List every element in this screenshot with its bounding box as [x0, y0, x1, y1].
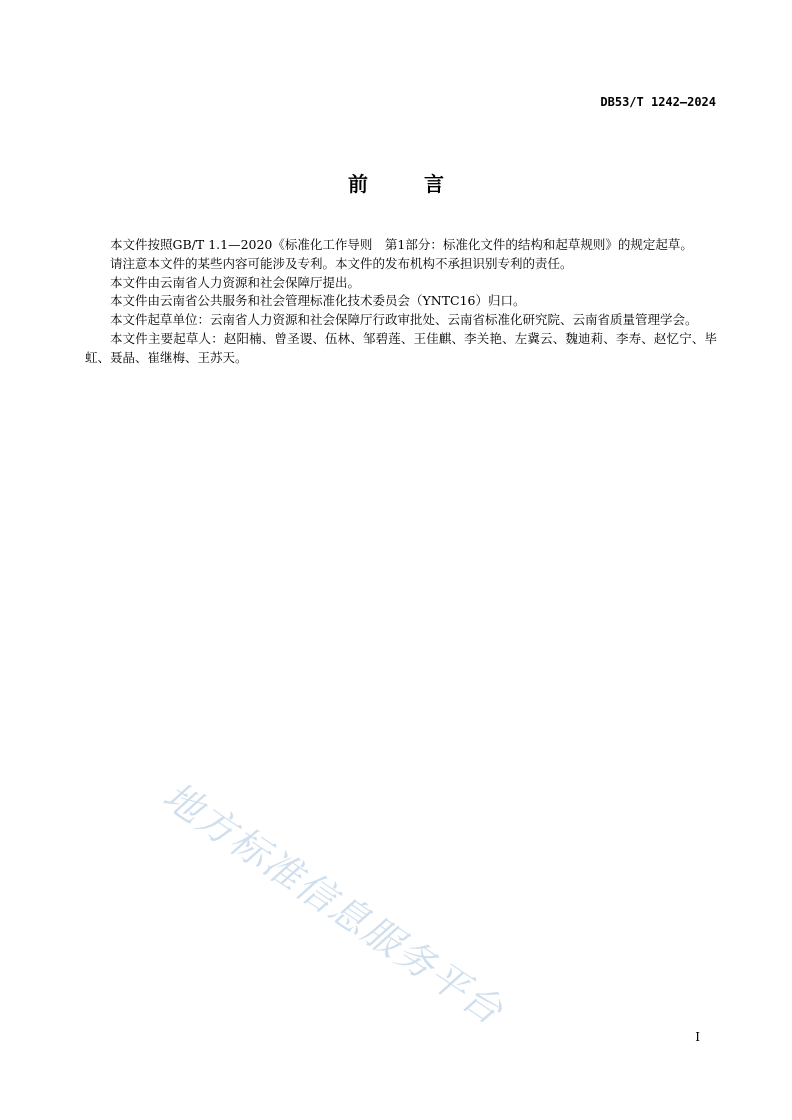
watermark-text: 地方标准信息服务平台: [155, 773, 512, 1034]
paragraph-proposer: 本文件由云南省人力资源和社会保障厅提出。: [110, 274, 361, 290]
paragraph-committee: 本文件由云南省公共服务和社会管理标准化技术委员会（YNTC16）归口。: [110, 293, 526, 309]
page-number: I: [695, 1030, 700, 1044]
paragraph-drafting-units: 本文件起草单位：云南省人力资源和社会保障厅行政审批处、云南省标准化研究院、云南省质量管理学会。: [110, 312, 698, 328]
paragraph-patent-notice: 请注意本文件的某些内容可能涉及专利。本文件的发布机构不承担识别专利的责任。: [110, 255, 573, 271]
document-code: DB53/T 1242—2024: [600, 95, 716, 109]
paragraph-drafters: 本文件主要起草人：赵阳楠、曾圣谡、伍林、邹碧莲、王佳麒、李关艳、左冀云、魏迪莉、李寿、赵忆宁、毕虹、聂晶、崔继梅、王苏天。: [85, 330, 717, 365]
page-title: 前 言: [348, 172, 462, 196]
paragraph-drafting-rules: 本文件按照GB/T 1.1—2020《标准化工作导则 第1部分：标准化文件的结构和起草规则》的规定起草。: [110, 237, 693, 252]
foreword-body: [85, 236, 717, 368]
